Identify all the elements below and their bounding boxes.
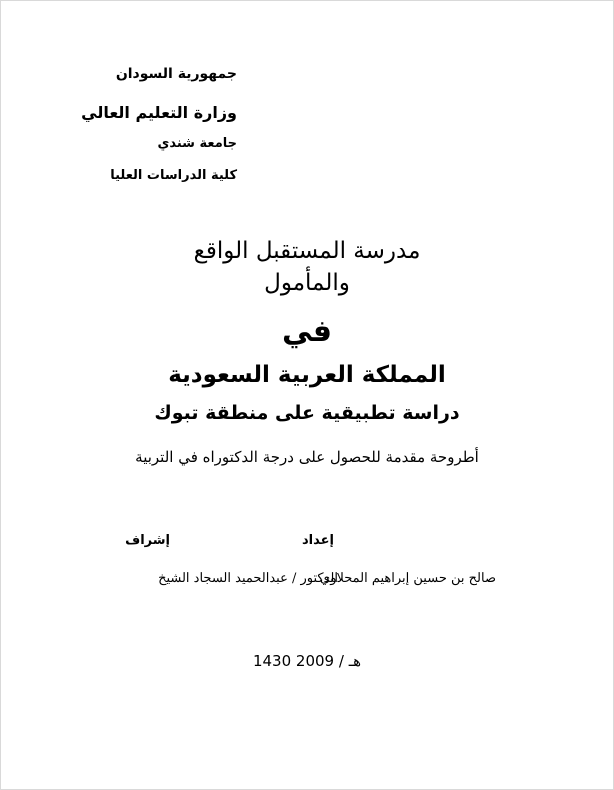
title-in-word: في [282,314,332,349]
college-name: كلية الدراسات العليا [110,168,237,183]
supervisor-name: الدكتور / عبدالحميد السجاد الشيخ [158,571,338,586]
supervised-by-label: إشراف [125,533,170,548]
submission-date: 1430 هـ / 2009 [252,652,362,670]
country-name: جمهورية السودان [115,66,237,82]
title-line-2: والمأمول [264,270,350,296]
student-name: صالح بن حسين إبراهيم المحلاوي [320,571,496,586]
study-subtitle: دراسة تطبيقية على منطقة تبوك [154,402,460,424]
university-name: جامعة شندي [157,136,237,151]
degree-statement: أطروحة مقدمة للحصول على درجة الدكتوراه في التربية [135,448,479,466]
title-line-1: مدرسة المستقبل الواقع [193,238,421,264]
title-line-3: المملكة العربية السعودية [168,362,446,388]
ministry-name: وزارة التعليم العالي [81,103,237,122]
prepared-by-label: إعداد [302,533,334,548]
